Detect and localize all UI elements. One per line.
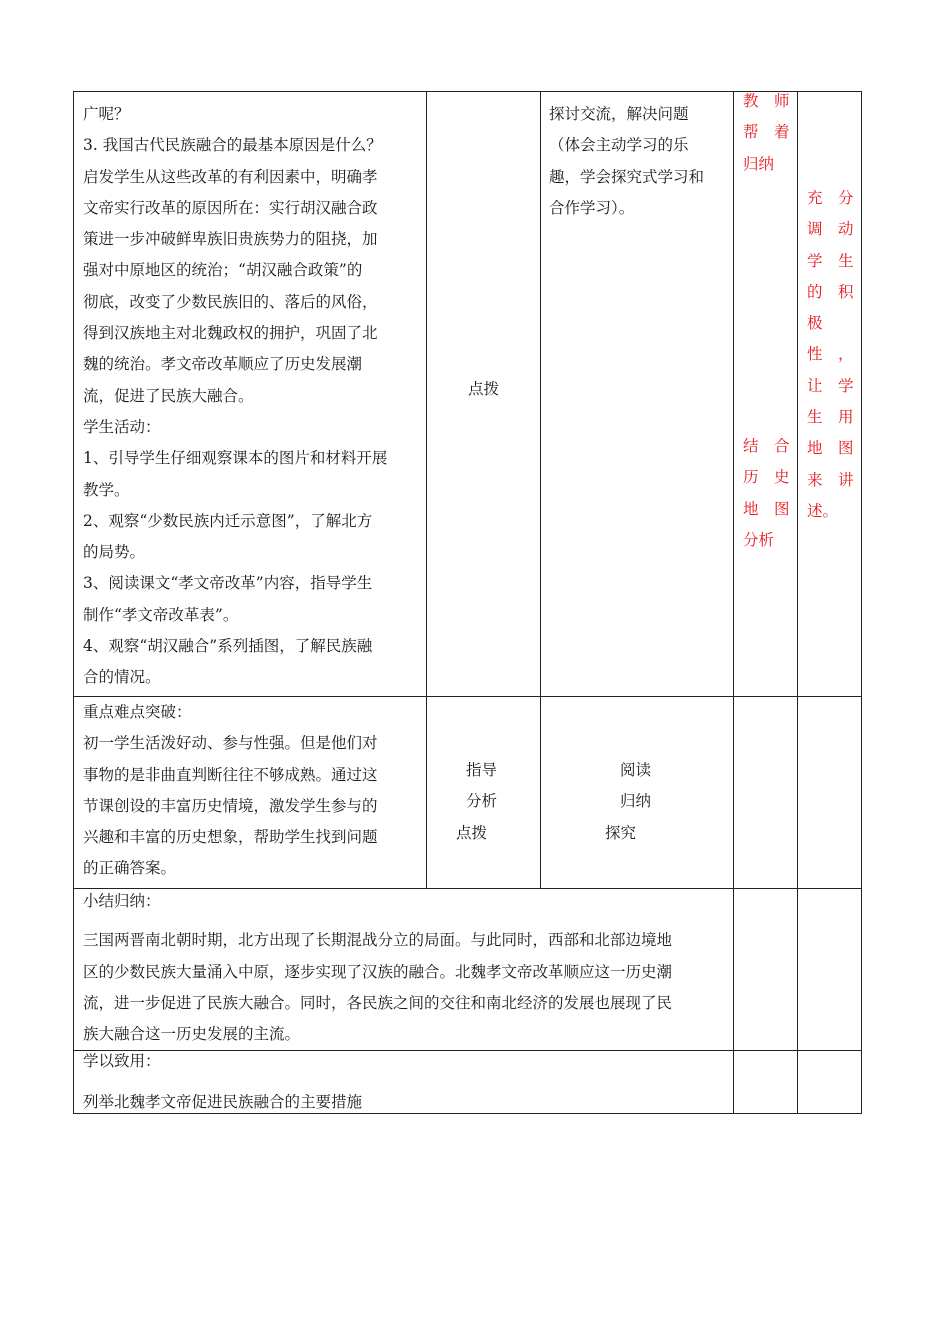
red-note-line: 地 图 bbox=[807, 439, 854, 458]
row1-method-cell-top bbox=[743, 86, 790, 180]
red-note-line: 述。 bbox=[807, 501, 839, 520]
text-line: 族大融合这一历史发展的主流。 bbox=[83, 1025, 301, 1044]
text-line: 2、观察“少数民族内迁示意图”，了解北方 bbox=[83, 511, 373, 530]
text-line: （体会主动学习的乐 bbox=[549, 136, 689, 155]
red-note-line: 来 讲 bbox=[807, 470, 854, 489]
row1-content-cell bbox=[83, 99, 387, 694]
col-divider-d bbox=[797, 91, 798, 1114]
section-heading: 重点难点突破： bbox=[83, 703, 192, 721]
text-line: 教学。 bbox=[83, 480, 130, 499]
teacher-action-text: 点拨 bbox=[467, 380, 499, 398]
section-heading: 学以致用： bbox=[83, 1052, 161, 1070]
text-line: 探讨交流，解决问题 bbox=[549, 105, 689, 123]
text-line: 启发学生从这些改革的有利因素中，明确孝 bbox=[83, 167, 378, 186]
text-line: 魏的统治。孝文帝改革顺应了历史发展潮 bbox=[83, 355, 363, 374]
red-note-line: 帮 着 bbox=[743, 123, 790, 142]
red-note-line: 调 动 bbox=[807, 220, 854, 239]
red-note-line: 生 用 bbox=[807, 408, 854, 427]
text-line: 的局势。 bbox=[83, 543, 146, 562]
text-line: 学生活动： bbox=[83, 417, 161, 436]
text-line: 流，促进了民族大融合。 bbox=[83, 386, 254, 405]
red-note-line: 教 师 bbox=[743, 92, 790, 110]
text-line: 探究 bbox=[605, 823, 637, 842]
col-divider-a bbox=[426, 91, 427, 889]
red-note-line: 的 积 bbox=[807, 282, 854, 301]
row3-summary-cell bbox=[83, 886, 672, 1050]
red-note-line: 分析 bbox=[743, 530, 775, 549]
red-note-line: 结 合 bbox=[743, 437, 790, 455]
red-note-line: 地 图 bbox=[743, 499, 790, 518]
text-line: 流，进一步促进了民族大融合。同时，各民族之间的交往和南北经济的发展也展现了民 bbox=[83, 993, 673, 1012]
text-line: 4、观察“胡汉融合”系列插图，了解民族融 bbox=[83, 637, 373, 656]
text-line: 文帝实行改革的原因所在：实行胡汉融合政 bbox=[83, 198, 378, 217]
text-line: 彻底，改变了少数民族旧的、落后的风俗， bbox=[83, 292, 378, 311]
text-line: 兴趣和丰富的历史想象，帮助学生找到问题 bbox=[83, 828, 378, 847]
text-line: 策进一步冲破鲜卑族旧贵族势力的阻挠，加 bbox=[83, 230, 378, 249]
red-note-line: 充 分 bbox=[807, 189, 854, 207]
text-line: 阅读 bbox=[620, 761, 652, 779]
section-heading: 小结归纳： bbox=[83, 892, 161, 910]
text-line: 点拨 bbox=[456, 823, 488, 842]
text-line: 广呢？ bbox=[83, 105, 130, 123]
text-line: 指导 bbox=[466, 761, 498, 779]
row2-student-action-cell bbox=[605, 755, 651, 849]
text-line: 分析 bbox=[466, 792, 498, 811]
row1-intent-cell bbox=[807, 183, 854, 527]
red-note-line: 历 史 bbox=[743, 468, 790, 487]
text-line: 事物的是非曲直判断往往不够成熟。通过这 bbox=[83, 765, 378, 784]
text-line: 3. 我国古代民族融合的最基本原因是什么？ bbox=[83, 136, 382, 155]
red-note-line: 让 学 bbox=[807, 376, 854, 395]
text-line: 的正确答案。 bbox=[83, 859, 177, 878]
row2-content-cell bbox=[83, 697, 378, 885]
red-note-line: 归纳 bbox=[743, 154, 775, 173]
text-line: 合作学习）。 bbox=[549, 198, 635, 217]
col-divider-b bbox=[540, 91, 541, 889]
row2-teacher-action-cell bbox=[456, 755, 497, 849]
text-line: 区的少数民族大量涌入中原，逐步实现了汉族的融合。北魏孝文帝改革顺应这一历史潮 bbox=[83, 962, 673, 981]
text-line: 趣，学会探究式学习和 bbox=[549, 167, 705, 186]
red-note-line: 极 bbox=[807, 314, 823, 333]
text-line: 归纳 bbox=[620, 792, 652, 811]
red-note-line: 学 生 bbox=[807, 251, 854, 270]
table-border-right bbox=[861, 91, 862, 1114]
row4-application-cell bbox=[83, 1046, 362, 1119]
text-line: 1、引导学生仔细观察课本的图片和材料开展 bbox=[83, 449, 388, 468]
text-line: 三国两晋南北朝时期，北方出现了长期混战分立的局面。与此同时，西部和北部边境地 bbox=[83, 931, 673, 950]
row1-teacher-action-cell bbox=[427, 374, 540, 405]
text-line: 得到汉族地主对北魏政权的拥护，巩固了北 bbox=[83, 324, 378, 343]
red-note-line: 性 ， bbox=[807, 345, 854, 364]
row1-student-action-cell bbox=[549, 99, 704, 224]
text-line: 列举北魏孝文帝促进民族融合的主要措施 bbox=[83, 1093, 363, 1112]
text-line: 制作“孝文帝改革表”。 bbox=[83, 605, 239, 624]
text-line: 3、阅读课文“孝文帝改革”内容，指导学生 bbox=[83, 574, 373, 593]
table-border-left bbox=[73, 91, 74, 1114]
text-line: 节课创设的丰富历史情境，激发学生参与的 bbox=[83, 796, 378, 815]
text-line: 合的情况。 bbox=[83, 668, 161, 687]
text-line: 强对中原地区的统治；“胡汉融合政策”的 bbox=[83, 261, 363, 280]
row1-method-cell-bottom bbox=[743, 431, 790, 556]
text-line: 初一学生活泼好动、参与性强。但是他们对 bbox=[83, 734, 378, 753]
col-divider-c bbox=[733, 91, 734, 1114]
